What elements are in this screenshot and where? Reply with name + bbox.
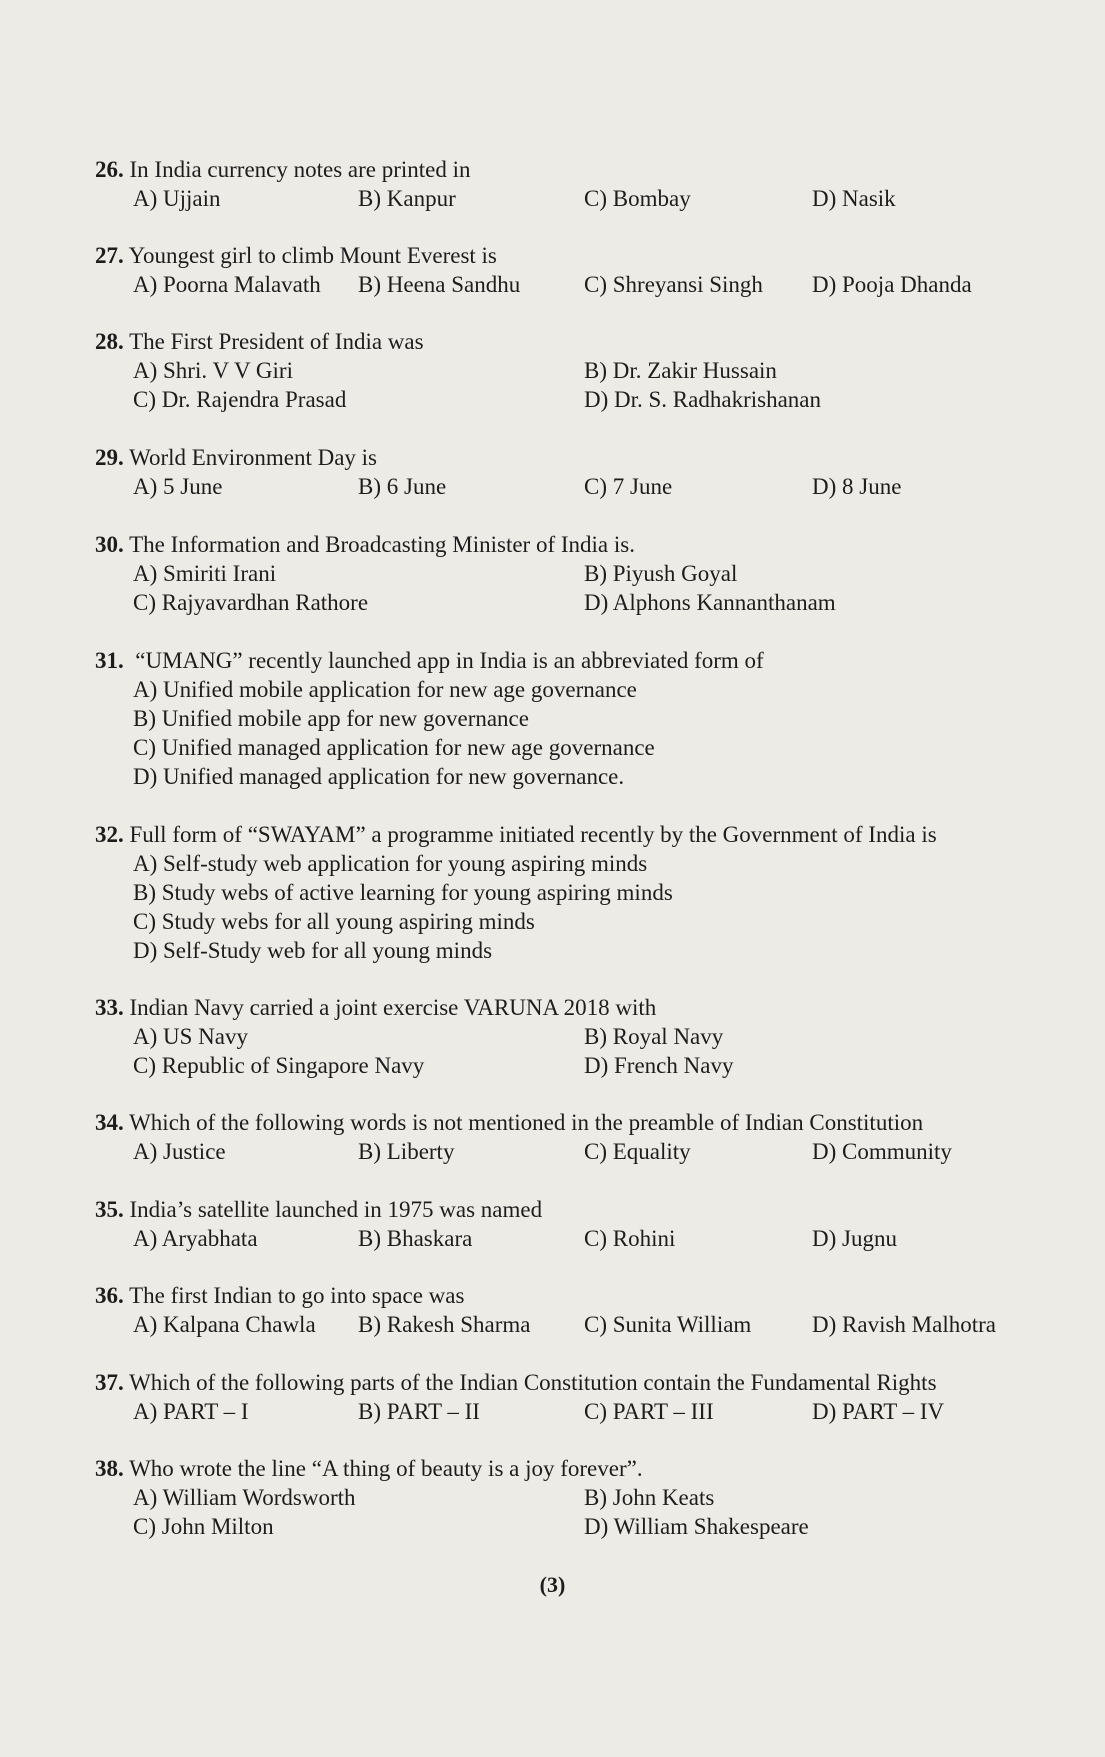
option-a: A) Poorna Malavath	[133, 272, 321, 297]
option-a: A) Unified mobile application for new age governance	[133, 677, 637, 702]
option-d: D) Jugnu	[812, 1226, 897, 1251]
option-b: B) John Keats	[584, 1485, 715, 1510]
question-text: The first Indian to go into space was	[129, 1283, 465, 1308]
option-b: B) Study webs of active learning for young aspiring minds	[133, 880, 673, 905]
option-d: D) William Shakespeare	[584, 1514, 809, 1539]
question-number: 32.	[95, 822, 124, 847]
option-a: A) Aryabhata	[133, 1226, 258, 1251]
question-number: 35.	[95, 1197, 124, 1222]
option-d: D) Nasik	[812, 186, 896, 211]
question-text: World Environment Day is	[129, 445, 378, 470]
page-number: (3)	[539, 1572, 566, 1597]
option-d: D) French Navy	[584, 1053, 734, 1078]
question-number: 29.	[95, 445, 124, 470]
option-b: B) 6 June	[358, 474, 447, 499]
question-number: 27.	[95, 243, 124, 268]
option-b: B) Bhaskara	[358, 1226, 473, 1251]
question-number: 31.	[95, 648, 124, 673]
option-d: D) Dr. S. Radhakrishanan	[584, 387, 821, 412]
option-a: A) Smiriti Irani	[133, 561, 277, 586]
option-c: C) Equality	[584, 1139, 691, 1164]
option-a: A) Shri. V V Giri	[133, 358, 293, 383]
option-b: B) Unified mobile app for new governance	[133, 706, 529, 731]
question-text: Which of the following parts of the Indian Constitution contain the Fundamental Rights	[129, 1370, 937, 1395]
option-c: C) Dr. Rajendra Prasad	[133, 387, 347, 412]
question-number: 30.	[95, 532, 124, 557]
option-a: A) Self-study web application for young aspiring minds	[133, 851, 648, 876]
question-number: 38.	[95, 1456, 124, 1481]
option-b: B) PART – II	[358, 1399, 480, 1424]
option-b: B) Piyush Goyal	[584, 561, 738, 586]
option-c: C) 7 June	[584, 474, 673, 499]
question-text: “UMANG” recently launched app in India is an abbreviated form of	[135, 648, 764, 673]
question-number: 36.	[95, 1283, 124, 1308]
question-text: Youngest girl to climb Mount Everest is	[128, 243, 497, 268]
option-a: A) Ujjain	[133, 186, 221, 211]
option-d: D) PART – IV	[812, 1399, 945, 1424]
option-b: B) Rakesh Sharma	[358, 1312, 531, 1337]
option-c: C) Rohini	[584, 1226, 676, 1251]
question-text: Indian Navy carried a joint exercise VARUNA 2018 with	[129, 995, 657, 1020]
question-text: Which of the following words is not mentioned in the preamble of Indian Constitution	[129, 1110, 924, 1135]
option-d: D) Ravish Malhotra	[812, 1312, 996, 1337]
option-b: B) Dr. Zakir Hussain	[584, 358, 777, 383]
option-c: C) Study webs for all young aspiring minds	[133, 909, 535, 934]
option-a: A) 5 June	[133, 474, 223, 499]
question-text: The First President of India was	[129, 329, 424, 354]
question-number: 28.	[95, 329, 124, 354]
option-c: C) Unified managed application for new age governance	[133, 735, 655, 760]
option-a: A) William Wordsworth	[133, 1485, 356, 1510]
option-c: C) Shreyansi Singh	[584, 272, 763, 297]
option-c: C) Rajyavardhan Rathore	[133, 590, 369, 615]
option-c: C) John Milton	[133, 1514, 274, 1539]
option-b: B) Liberty	[358, 1139, 455, 1164]
question-text: In India currency notes are printed in	[129, 157, 471, 182]
question-text: Who wrote the line “A thing of beauty is a joy forever”.	[129, 1456, 643, 1481]
option-c: C) Republic of Singapore Navy	[133, 1053, 425, 1078]
option-d: D) Self-Study web for all young minds	[133, 938, 493, 963]
question-number: 26.	[95, 157, 124, 182]
question-text: India’s satellite launched in 1975 was named	[129, 1197, 543, 1222]
option-b: B) Royal Navy	[584, 1024, 724, 1049]
question-number: 37.	[95, 1370, 124, 1395]
question-number: 34.	[95, 1110, 124, 1135]
option-c: C) PART – III	[584, 1399, 714, 1424]
option-a: A) Kalpana Chawla	[133, 1312, 316, 1337]
option-c: C) Sunita William	[584, 1312, 752, 1337]
option-d: D) Community	[812, 1139, 952, 1164]
option-d: D) Alphons Kannanthanam	[584, 590, 836, 615]
option-a: A) US Navy	[133, 1024, 248, 1049]
question-number: 33.	[95, 995, 124, 1020]
question-text: The Information and Broadcasting Minister of India is.	[129, 532, 635, 557]
option-d: D) Unified managed application for new governance.	[133, 764, 625, 789]
option-b: B) Kanpur	[358, 186, 456, 211]
option-c: C) Bombay	[584, 186, 691, 211]
option-d: D) Pooja Dhanda	[812, 272, 972, 297]
option-d: D) 8 June	[812, 474, 902, 499]
option-a: A) PART – I	[133, 1399, 249, 1424]
option-a: A) Justice	[133, 1139, 226, 1164]
option-b: B) Heena Sandhu	[358, 272, 521, 297]
question-text: Full form of “SWAYAM” a programme initiated recently by the Government of India is	[129, 822, 937, 847]
